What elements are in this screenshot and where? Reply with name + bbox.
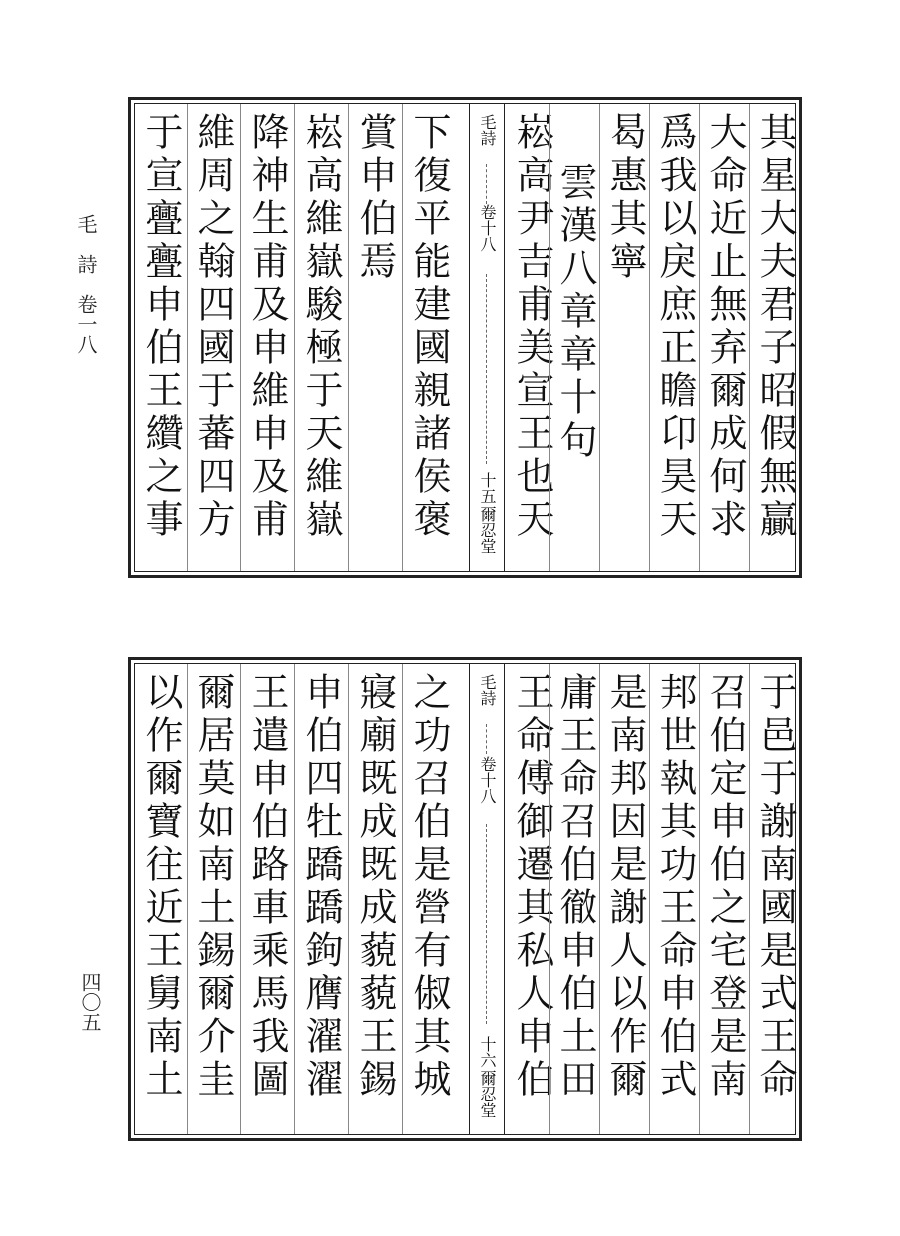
column-rule — [649, 664, 650, 1134]
text-column: 曷惠其寧 — [603, 112, 647, 284]
column-rule — [699, 104, 700, 571]
column-rule — [599, 664, 600, 1134]
text-column: 降神生甫及申維申及甫 — [245, 112, 289, 542]
column-rule — [749, 664, 750, 1134]
column-rule — [240, 104, 241, 571]
text-column: 崧高維嶽駿極于天維嶽 — [299, 112, 343, 542]
upper-panel-frame — [134, 103, 796, 572]
text-column: 王命傅御遷其私人申伯 — [510, 672, 554, 1102]
band-dash — [486, 274, 487, 464]
text-column: 以作爾寶往近王舅南土 — [139, 672, 183, 1102]
band-dash — [486, 824, 487, 1024]
band-juan: 卷十八 — [478, 756, 497, 804]
column-rule — [294, 104, 295, 571]
column-rule — [187, 104, 188, 571]
text-column: 下復平能建國親諸侯褒 — [407, 112, 451, 542]
text-column: 之功召伯是營有俶其城 — [407, 672, 451, 1102]
text-column: 寢廟既成既成藐藐王錫 — [353, 672, 397, 1102]
text-column: 崧高尹吉甫美宣王也天 — [510, 112, 554, 542]
column-rule — [649, 104, 650, 571]
band-title: 毛詩 — [478, 114, 497, 146]
text-column: 爾居莫如南土錫爾介圭 — [191, 672, 235, 1102]
lower-panel-frame — [134, 663, 796, 1135]
center-band — [469, 664, 505, 1134]
band-title: 毛詩 — [478, 674, 497, 706]
text-column: 大命近止無弃爾成何求 — [703, 112, 747, 542]
page-number: 四〇五 — [78, 972, 102, 1032]
text-column: 爲我以戾庶正瞻卬昊天 — [653, 112, 697, 542]
text-column: 維周之翰四國于蕃四方 — [191, 112, 235, 542]
text-column: 王遣申伯路車乘馬我圖 — [245, 672, 289, 1102]
lower-folio-panel — [128, 657, 802, 1141]
text-column: 邦世執其功王命申伯式 — [653, 672, 697, 1102]
band-juan: 卷十八 — [478, 204, 497, 252]
text-column: 是南邦因是謝人以作爾 — [603, 672, 647, 1102]
column-rule — [348, 664, 349, 1134]
upper-folio-panel — [128, 97, 802, 578]
column-rule — [402, 664, 403, 1134]
running-head: 毛 詩 卷一八 — [74, 214, 98, 354]
text-column: 賞申伯焉 — [353, 112, 397, 284]
text-column: 于邑于謝南國是式王命 — [753, 672, 797, 1102]
column-rule — [402, 104, 403, 571]
band-dash — [486, 164, 487, 204]
band-studio: 爾忍堂 — [478, 506, 497, 554]
text-column: 其星大夫君子昭假無贏 — [753, 112, 797, 542]
text-column: 于宣亹亹申伯王纘之事 — [139, 112, 183, 542]
column-rule — [549, 664, 550, 1134]
text-column: 申伯四牡蹻蹻鉤膺濯濯 — [299, 672, 343, 1102]
band-folio: 十五 — [478, 472, 497, 504]
column-rule — [749, 104, 750, 571]
text-column: 庸王命召伯徹申伯土田 — [553, 672, 597, 1102]
text-column: 雲漢八章章十句 — [553, 162, 597, 463]
column-rule — [599, 104, 600, 571]
band-folio: 十六 — [478, 1036, 497, 1068]
column-rule — [240, 664, 241, 1134]
center-band — [469, 104, 505, 571]
band-studio: 爾忍堂 — [478, 1070, 497, 1118]
column-rule — [294, 664, 295, 1134]
column-rule — [187, 664, 188, 1134]
column-rule — [549, 104, 550, 571]
column-rule — [348, 104, 349, 571]
band-dash — [486, 724, 487, 754]
column-rule — [699, 664, 700, 1134]
text-column: 召伯定申伯之宅登是南 — [703, 672, 747, 1102]
